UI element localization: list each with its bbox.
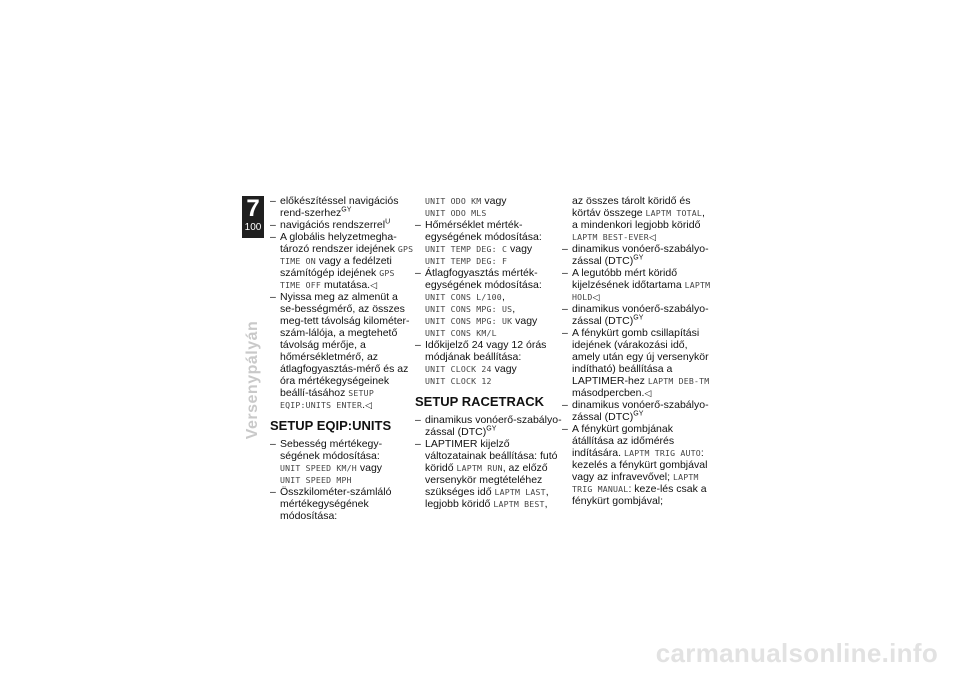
page-number: 100 [244,222,262,233]
list-item: – Hőmérséklet mérték-egységének módosítása: [415,219,563,243]
text-column-2 [415,195,563,510]
list-item: – A legutóbb mért köridő kijelzésének időtartama LAPTM HOLD◁ [562,267,712,303]
code-line: UNIT CONS L/100, [425,291,505,303]
list-item: – LAPTIMER kijelző változatainak beállítása: futó köridő LAPTM RUN, az előző versenykör megtételéhez szükséges idő LAPTM LAST, legjobb köridő LAPTM BEST, [415,438,563,510]
list-item: – dinamikus vonóerő-szabályo-zással (DTC)$^{GY}$ [562,399,712,423]
text-column-1 [270,195,415,522]
side-title [243,320,263,440]
chapter-number: 7 [246,195,260,222]
list-item: – A fénykürt gomb csillapítási idejének (várakozási idő, amely után egy új versenykör indítható) beállítása a LAPTIMER-hez LAPTM DEB-TM másodpercben.◁ [562,327,712,399]
list-item: – dinamikus vonóerő-szabályo-zással (DTC)$^{GY}$ [415,414,563,438]
list-item: – Sebesség mértékegy-ségének módosítása: UNIT SPEED KM/H vagy UNIT SPEED MPH [270,438,415,486]
list-item: – dinamikus vonóerő-szabályo-zással (DTC)$^{GY}$ [562,243,712,267]
watermark: carmanualsonline.info [655,638,938,668]
list-item: – előkészítéssel navigációs rend-szerhez$^{GY}$ [270,195,415,219]
code-line: UNIT TEMP DEG: C vagy [425,243,533,255]
code-line: UNIT CONS MPG: US, [425,303,516,315]
section-heading: SETUP RACETRACK [415,394,545,409]
section-heading: SETUP EQIP:UNITS [270,418,392,433]
code-line: UNIT TEMP DEG: F [425,256,508,266]
list-item: – navigációs rendszerrel$^U$ [270,219,415,231]
continued-text: az összes tárolt köridő és körtáv összege LAPTM TOTAL, a mindenkori legjobb köridő LAPTM BEST-EVER◁ [572,195,705,242]
code-line: UNIT CLOCK 12 [425,376,492,386]
list-item: – A globális helyzetmegha-tározó rendszer idejének GPS TIME ON vagy a fedélzeti számítógép idejének GPS TIME OFF mutatása.◁ [270,231,415,291]
list-item: – dinamikus vonóerő-szabályo-zással (DTC)$^{GY}$ [562,303,712,327]
list-item: – A fénykürt gombjának átállítása az időmérés indítására. LAPTM TRIG AUTO: kezelés a fénykürt gombjával vagy az infravevővel; LAPTM TRIG MANUAL: keze-lés csak a fénykürt gombjával; [562,423,712,507]
list-item: – Időkijelző 24 vagy 12 órás módjának beállítása: [415,339,563,363]
list-item: – Nyissa meg az almenüt a se-bességmérő, az összes meg-tett távolság kilométer-szám-lálója, a megtehető távolság mérője, a hőmérsékletmérő, az átlagfogyasztás-mérő és az óra mértékegységeinek beállí-tásához SETUP EQIP:UNITS ENTER.◁ [270,291,415,411]
code-line: UNIT CONS KM/L [425,328,497,338]
code-line: UNIT ODO MLS [425,208,487,218]
list-item: – Átlagfogyasztás mérték-egységének módosítása: [415,267,563,291]
text-column-3 [562,195,712,507]
list-item: – Összkilométer-számláló mértékegységének módosítása: [270,486,415,522]
code-line: UNIT CONS MPG: UK vagy [425,315,538,327]
chapter-tab [242,196,264,238]
side-title-text: Versenypályán [244,320,261,440]
code-line: UNIT ODO KM vagy [425,195,507,207]
code-line: UNIT CLOCK 24 vagy [425,363,517,375]
